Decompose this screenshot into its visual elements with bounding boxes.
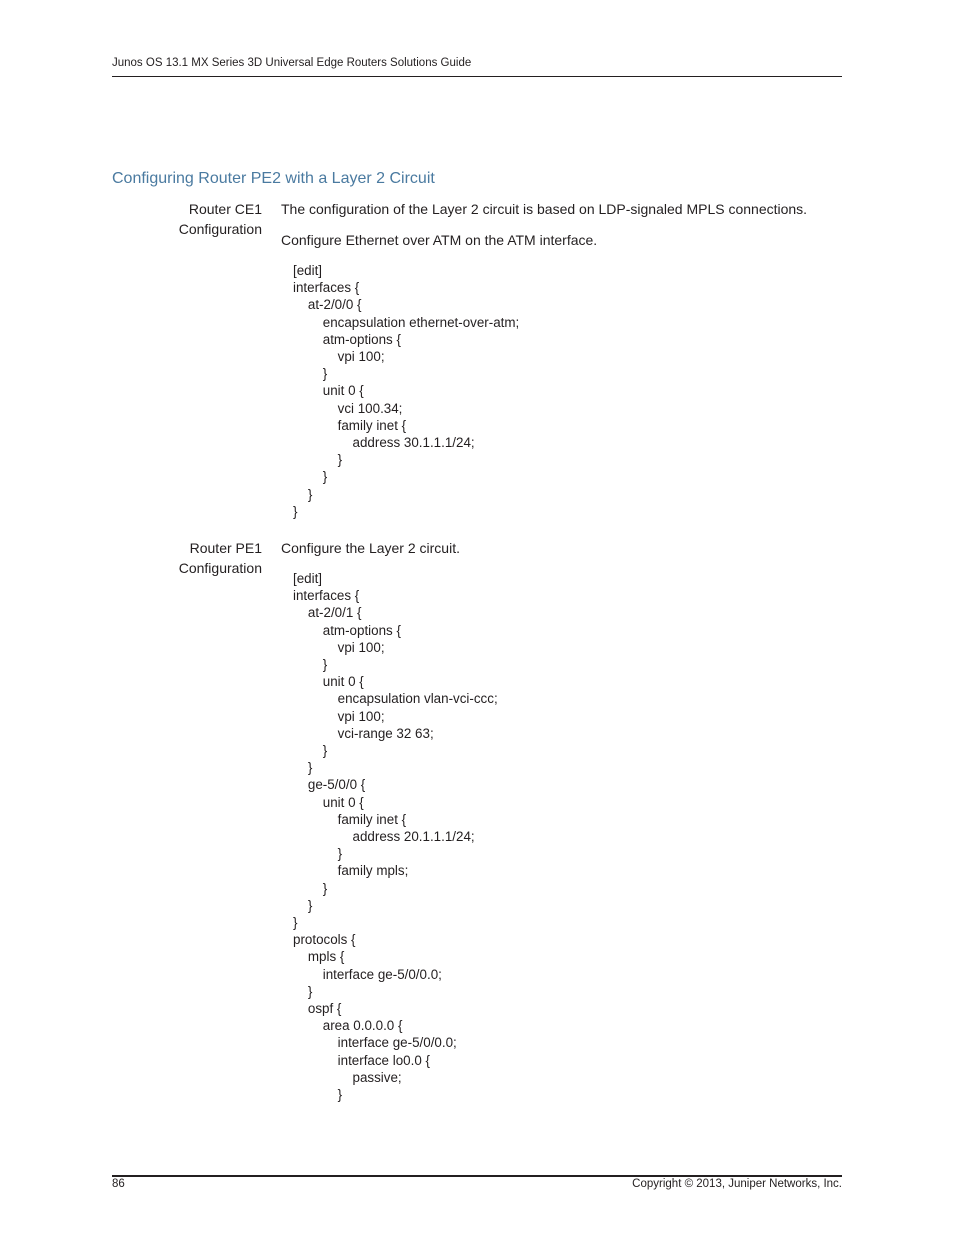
footer-rule [112, 1175, 842, 1177]
page-number: 86 [112, 1178, 125, 1190]
copyright-notice: Copyright © 2013, Juniper Networks, Inc. [632, 1178, 842, 1190]
header-rule [112, 76, 842, 77]
ce1-label-line2: Configuration [178, 221, 262, 237]
running-header: Junos OS 13.1 MX Series 3D Universal Edge Routers Solutions Guide [112, 57, 472, 69]
pe1-instruction-paragraph: Configure the Layer 2 circuit. [281, 540, 460, 556]
pe1-side-label [112, 538, 262, 578]
pe1-config-code: [edit] interfaces { at-2/0/1 { atm-options { vpi 100; } unit 0 { encapsulation vlan-vci-ccc; vpi 100; vci-range 32 63; } } ge-5/0/0 { unit 0 { family inet { address 20.1.1.1/24; } family mpls; } } } protocols { mpls { interface ge-5/0/0.0; } ospf { area 0.0.0.0 { interface ge-5/0/0.0; interface lo0.0 { passive; } [293, 571, 498, 1103]
ce1-config-code: [edit] interfaces { at-2/0/0 { encapsulation ethernet-over-atm; atm-options { vpi 100; } unit 0 { vci 100.34; family inet { address 30.1.1.1/24; } } } } [293, 263, 520, 519]
ce1-side-label [112, 199, 262, 239]
ce1-label-line1: Router CE1 [188, 201, 262, 217]
pe1-label-line1: Router PE1 [189, 540, 262, 556]
pe1-label-line2: Configuration [178, 560, 262, 576]
ce1-intro-paragraph: The configuration of the Layer 2 circuit is based on LDP-signaled MPLS connections. [281, 201, 808, 217]
ce1-instruction-paragraph: Configure Ethernet over ATM on the ATM interface. [281, 232, 598, 248]
section-title: Configuring Router PE2 with a Layer 2 Circuit [112, 170, 435, 187]
